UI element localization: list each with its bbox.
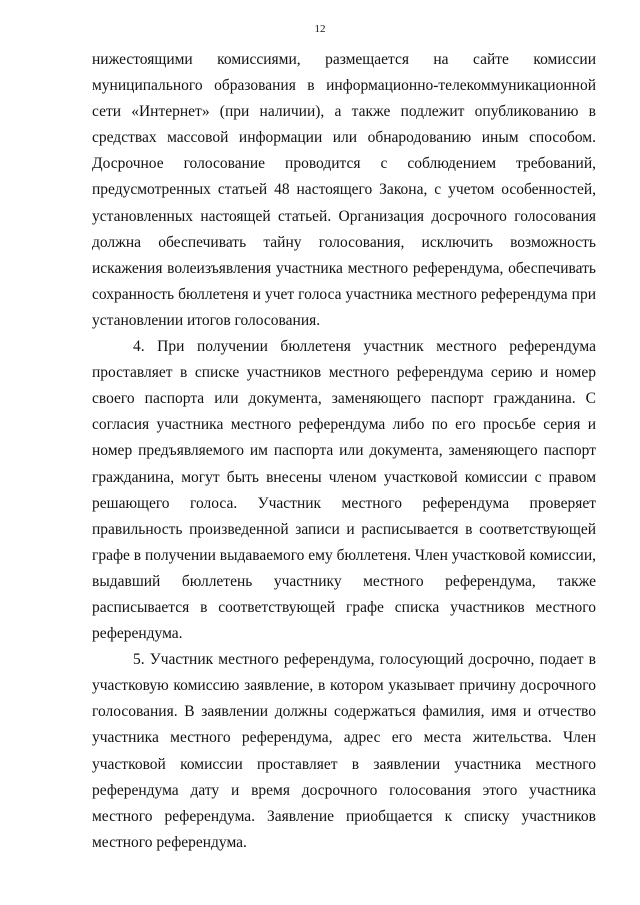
paragraph-continuation: нижестоящими комиссиями, размещается на сайте комиссии муниципального образования в информационно-телекоммуникационной сети «Интернет» (при наличии), а также подлежит опубликованию в средствах массовой информации или обнародованию иным способом. Досрочное голосование проводится с соблюдением требований, предусмотренных статьей 48 настоящего Закона, с учетом особенностей, установленных настоящей статьей. Организация досрочного голосования должна обеспечивать тайну голосования, исключить возможность искажения волеизъявления участника местного референдума, обеспечивать сохранность бюллетеня и учет голоса участника местного референдума при установлении итогов голосования.	[92, 51, 596, 329]
document-body	[92, 47, 596, 856]
paragraph-item-5: 5. Участник местного референдума, голосующий досрочно, подает в участковую комиссию заявление, в котором указывает причину досрочного голосования. В заявлении должны содержаться фамилия, имя и отчество участника местного референдума, адрес его места жительства. Член участковой комиссии проставляет в заявлении участника местного референдума дату и время досрочного голосования этого участника местного референдума. Заявление приобщается к списку участников местного референдума.	[92, 651, 596, 851]
paragraph-item-4: 4. При получении бюллетеня участник местного референдума проставляет в списке участников местного референдума серию и номер своего паспорта или документа, заменяющего паспорт гражданина. С согласия участника местного референдума либо по его просьбе серия и номер предъявляемого им паспорта или документа, заменяющего паспорт гражданина, могут быть внесены членом участковой комиссии с правом решающего голоса. Участник местного референдума проверяет правильность произведенной записи и расписывается в соответствующей графе в получении выдаваемого ему бюллетеня. Член участковой комиссии, выдавший бюллетень участнику местного референдума, также расписывается в соответствующей графе списка участников местного референдума.	[92, 338, 596, 643]
page-number: 12	[314, 23, 326, 35]
